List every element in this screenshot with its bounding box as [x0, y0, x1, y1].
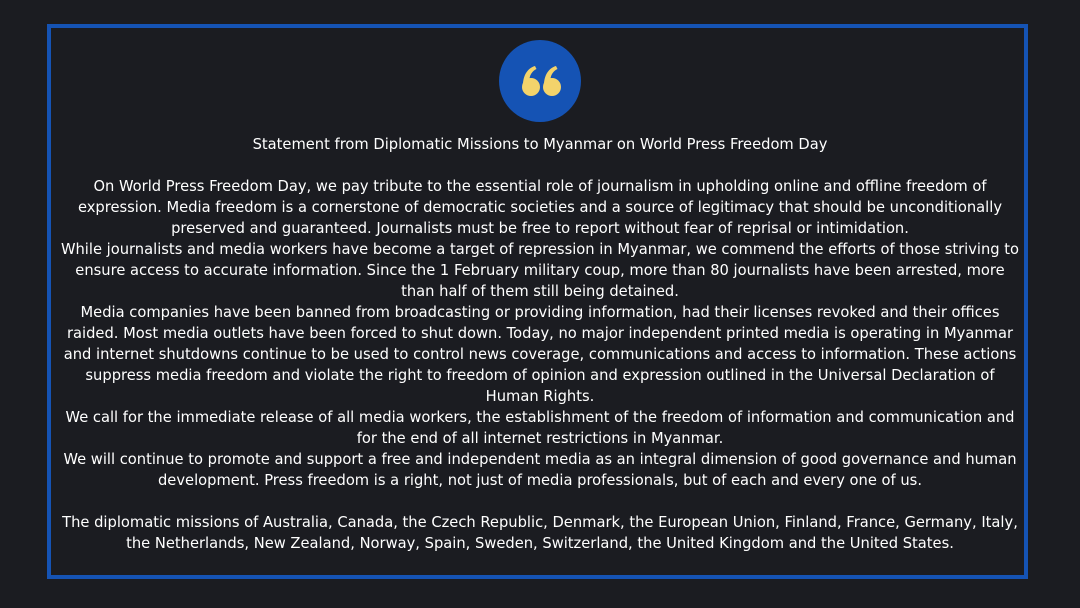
- statement-paragraph-4: We call for the immediate release of all media workers, the establishment of the freedom of information and communication and for the end of all internet restrictions in Myanmar.: [65, 409, 1015, 447]
- statement-paragraph-3: Media companies have been banned from broadcasting or providing information, had their licenses revoked and their offices raided. Most media outlets have been forced to shut down. Today, no major independent printed media is operating in Myanmar and internet shutdowns continue to be used to control news coverage, communications and access to information. These actions suppress media freedom and violate the right to freedom of opinion and expression outlined in the Universal Declaration of Human Rights.: [63, 304, 1017, 405]
- paragraph-spacer: [58, 155, 1022, 176]
- statement-paragraph-5: We will continue to promote and support a free and independent media as an integral dimension of good governance and human development. Press freedom is a right, not just of media professionals, but of each and every one of us.: [63, 451, 1017, 489]
- statement-paragraph-2: While journalists and media workers have become a target of repression in Myanmar, we commend the efforts of those striving to ensure access to accurate information. Since the 1 February military coup, more than 80 journalists have been arrested, more than half of them still being detained.: [60, 241, 1020, 300]
- quote-badge: [499, 40, 581, 122]
- statement-body: [58, 134, 1022, 554]
- statement-paragraph-1: On World Press Freedom Day, we pay tribute to the essential role of journalism in upholding online and offline freedom of expression. Media freedom is a cornerstone of democratic societies and a source of legitimacy that should be unconditionally preserved and guaranteed. Journalists must be free to report without fear of reprisal or intimidation.: [77, 178, 1003, 237]
- statement-title: Statement from Diplomatic Missions to Myanmar on World Press Freedom Day: [252, 136, 828, 153]
- quotation-mark-icon: [499, 40, 581, 122]
- paragraph-spacer: [58, 491, 1022, 512]
- signatories-text: The diplomatic missions of Australia, Canada, the Czech Republic, Denmark, the European Union, Finland, France, Germany, Italy, the Netherlands, New Zealand, Norway, Spain, Sweden, Switzerland, the United Kingdom and the United States.: [62, 514, 1018, 552]
